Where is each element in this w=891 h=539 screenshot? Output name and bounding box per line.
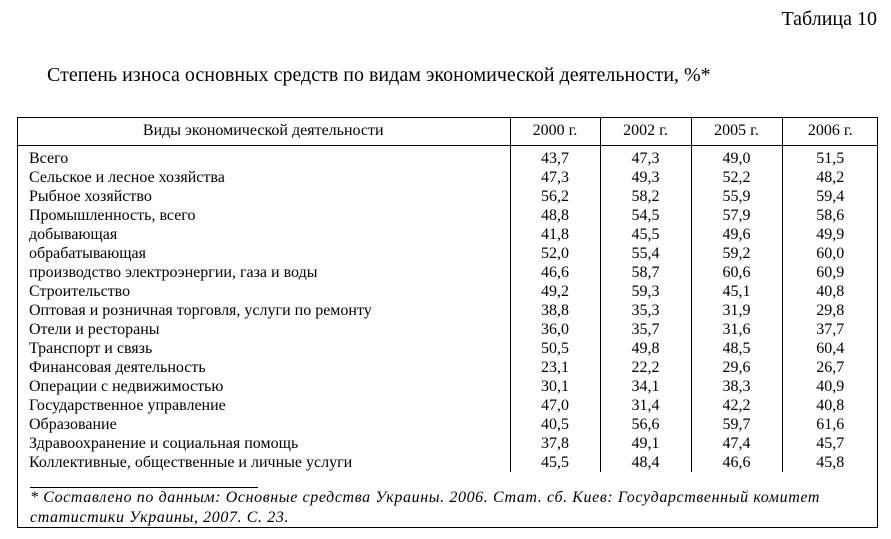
activity-cell: Финансовая деятельность: [29, 359, 206, 376]
value-2002-cell: 31,4: [600, 396, 691, 415]
table-header-row: [17, 117, 878, 146]
value-2002-cell: 49,8: [600, 339, 691, 358]
value-2005-cell: 48,5: [691, 339, 782, 358]
value-2002-cell: 59,3: [600, 282, 691, 301]
activity-cell: Здравоохранение и социальная помощь: [29, 435, 299, 452]
value-2000-cell: 49,2: [510, 282, 600, 301]
table-row: [17, 453, 878, 472]
value-2005-cell: 52,2: [691, 168, 782, 187]
value-2006-cell: 40,8: [782, 282, 878, 301]
value-2005-cell: 49,6: [691, 225, 782, 244]
value-2005-cell: 42,2: [691, 396, 782, 415]
table-row: [17, 320, 878, 339]
value-2006-cell: 29,8: [782, 301, 878, 320]
activity-cell: Отели и рестораны: [29, 321, 160, 338]
value-2000-cell: 41,8: [510, 225, 600, 244]
depreciation-table: [17, 117, 878, 472]
activity-cell: добывающая: [29, 226, 118, 243]
value-2000-cell: 56,2: [510, 187, 600, 206]
value-2000-cell: 48,8: [510, 206, 600, 225]
value-2006-cell: 60,0: [782, 244, 878, 263]
table-row: [17, 187, 878, 206]
value-2005-cell: 38,3: [691, 377, 782, 396]
value-2000-cell: 40,5: [510, 415, 600, 434]
value-2000-cell: 38,8: [510, 301, 600, 320]
activity-cell: Транспорт и связь: [29, 340, 153, 357]
table-row: [17, 434, 878, 453]
value-2006-cell: 49,9: [782, 225, 878, 244]
value-2000-cell: 47,3: [510, 168, 600, 187]
value-2000-cell: 43,7: [510, 146, 600, 169]
value-2002-cell: 45,5: [600, 225, 691, 244]
activity-cell: Операции с недвижимостью: [29, 378, 224, 395]
value-2000-cell: 47,0: [510, 396, 600, 415]
column-header-2006: 2006 г.: [782, 117, 878, 146]
table-row: [17, 282, 878, 301]
value-2005-cell: 29,6: [691, 358, 782, 377]
value-2002-cell: 55,4: [600, 244, 691, 263]
value-2006-cell: 58,6: [782, 206, 878, 225]
table-row: [17, 225, 878, 244]
value-2000-cell: 37,8: [510, 434, 600, 453]
value-2000-cell: 30,1: [510, 377, 600, 396]
column-header-activity: Виды экономической деятельности: [17, 117, 510, 146]
activity-cell: Государственное управление: [29, 397, 226, 414]
value-2005-cell: 59,7: [691, 415, 782, 434]
value-2006-cell: 40,8: [782, 396, 878, 415]
value-2006-cell: 61,6: [782, 415, 878, 434]
value-2005-cell: 31,9: [691, 301, 782, 320]
value-2002-cell: 47,3: [600, 146, 691, 169]
table-row: [17, 206, 878, 225]
table-row: [17, 244, 878, 263]
value-2005-cell: 47,4: [691, 434, 782, 453]
table-title: Степень износа основных средств по видам экономической деятельности, %*: [47, 64, 711, 86]
column-header-2002: 2002 г.: [600, 117, 691, 146]
value-2005-cell: 49,0: [691, 146, 782, 169]
value-2006-cell: 37,7: [782, 320, 878, 339]
activity-cell: Промышленность, всего: [29, 207, 196, 224]
value-2006-cell: 59,4: [782, 187, 878, 206]
value-2002-cell: 34,1: [600, 377, 691, 396]
activity-cell: Всего: [29, 150, 69, 167]
table-row: [17, 168, 878, 187]
table-row: [17, 339, 878, 358]
value-2006-cell: 60,9: [782, 263, 878, 282]
value-2002-cell: 35,7: [600, 320, 691, 339]
column-header-2000: 2000 г.: [510, 117, 600, 146]
value-2005-cell: 31,6: [691, 320, 782, 339]
value-2000-cell: 52,0: [510, 244, 600, 263]
table-number-label: Таблица 10: [781, 8, 877, 30]
value-2005-cell: 45,1: [691, 282, 782, 301]
value-2006-cell: 26,7: [782, 358, 878, 377]
activity-cell: производство электроэнергии, газа и воды: [29, 264, 318, 281]
activity-cell: обрабатывающая: [29, 245, 146, 262]
table-row: [17, 396, 878, 415]
value-2002-cell: 35,3: [600, 301, 691, 320]
table-row: [17, 415, 878, 434]
value-2000-cell: 23,1: [510, 358, 600, 377]
table-row: [17, 358, 878, 377]
table-row: [17, 263, 878, 282]
table-row: [17, 301, 878, 320]
activity-cell: Образование: [29, 416, 117, 433]
value-2002-cell: 58,7: [600, 263, 691, 282]
value-2006-cell: 45,8: [782, 453, 878, 472]
table-row: [17, 377, 878, 396]
value-2002-cell: 49,3: [600, 168, 691, 187]
value-2000-cell: 50,5: [510, 339, 600, 358]
value-2002-cell: 54,5: [600, 206, 691, 225]
table-body: [17, 146, 878, 473]
value-2006-cell: 51,5: [782, 146, 878, 169]
value-2002-cell: 58,2: [600, 187, 691, 206]
activity-cell: Сельское и лесное хозяйства: [29, 169, 225, 186]
activity-cell: Оптовая и розничная торговля, услуги по ремонту: [29, 302, 372, 319]
footnote: * Составлено по данным: Основные средства Украины. 2006. Стат. сб. Киев: Государственный комитет статистики Украины, 2007. С. 23.: [30, 489, 821, 526]
value-2006-cell: 45,7: [782, 434, 878, 453]
value-2006-cell: 60,4: [782, 339, 878, 358]
column-header-2005: 2005 г.: [691, 117, 782, 146]
activity-cell: Коллективные, общественные и личные услуги: [29, 454, 353, 471]
value-2005-cell: 60,6: [691, 263, 782, 282]
activity-cell: Рыбное хозяйство: [29, 188, 152, 205]
value-2002-cell: 56,6: [600, 415, 691, 434]
value-2002-cell: 48,4: [600, 453, 691, 472]
value-2005-cell: 57,9: [691, 206, 782, 225]
table-row: [17, 146, 878, 169]
activity-cell: Строительство: [29, 283, 131, 300]
value-2000-cell: 45,5: [510, 453, 600, 472]
value-2000-cell: 36,0: [510, 320, 600, 339]
value-2006-cell: 40,9: [782, 377, 878, 396]
value-2002-cell: 22,2: [600, 358, 691, 377]
value-2006-cell: 48,2: [782, 168, 878, 187]
value-2005-cell: 46,6: [691, 453, 782, 472]
value-2005-cell: 55,9: [691, 187, 782, 206]
value-2005-cell: 59,2: [691, 244, 782, 263]
value-2002-cell: 49,1: [600, 434, 691, 453]
value-2000-cell: 46,6: [510, 263, 600, 282]
